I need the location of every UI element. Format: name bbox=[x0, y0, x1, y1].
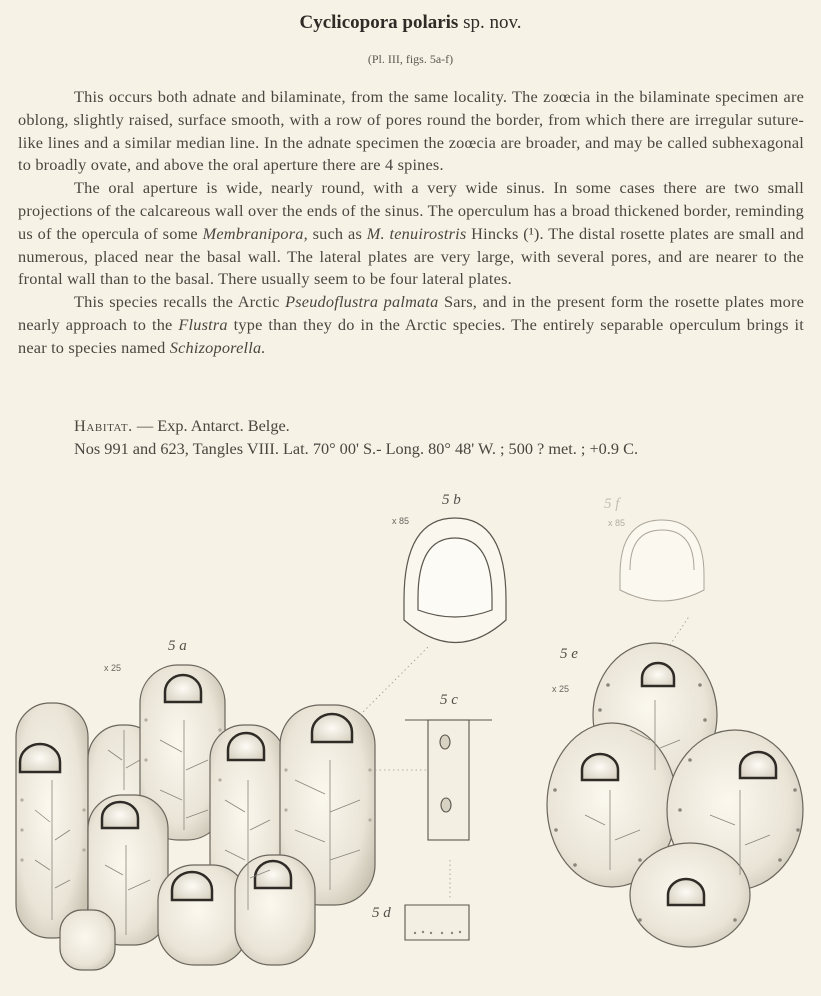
label-fig-5c: 5 c bbox=[440, 692, 458, 708]
habitat-text: — Exp. Antarct. Belge. bbox=[132, 416, 290, 435]
fig-5d-section bbox=[405, 905, 469, 940]
zooecium-9 bbox=[60, 910, 115, 970]
p3-genus-2: Schizoporella. bbox=[169, 337, 266, 357]
p3-species: Pseudoflustra palmata bbox=[285, 292, 439, 312]
p2-species: M. tenuirostris bbox=[366, 223, 467, 243]
habitat-label: Habitat. bbox=[74, 416, 133, 435]
label-fig-5d: 5 d bbox=[372, 905, 391, 921]
label-fig-5b: 5 b bbox=[442, 492, 461, 508]
p2-text-c: Hincks (¹). The distal rosette plates are small and numerous, placed near the basal wall. The lateral plates are very large, with several pores, and are nearer to the frontal wall than to the basal. There usually seem to be four lateral plates. bbox=[18, 223, 804, 289]
p3-text-b: Sars, and in the present form the rosette plates more nearly approach to the bbox=[18, 292, 804, 334]
paragraph-1: This occurs both adnate and bilaminate, from the same locality. The zoœcia in the bilaminate specimen are oblong, slightly raised, surface smooth, with a row of pores round the border, from which there are irregular suture-like lines and a similar median line. In the adnate specimen the zoœcia are broader, and may be called subhexagonal to broadly ovate, and above the oral aperture there are 4 spines. bbox=[18, 87, 804, 175]
fig-5a-drawing bbox=[16, 665, 375, 970]
p3-text-c: type than they do in the Arctic species. The entirely separable operculum brings it near to species named bbox=[18, 314, 805, 357]
plate-figures bbox=[0, 470, 821, 996]
p2-genus: Membranipora, bbox=[202, 223, 308, 243]
p2-text-b: such as bbox=[307, 223, 367, 243]
label-fig-5a: 5 a bbox=[168, 638, 187, 654]
magnification-5a: x 25 bbox=[104, 663, 122, 673]
locality-line: Nos 991 and 623, Tangles VIII. Lat. 70° 00' S.- Long. 80° 48' W. ; 500 ? met. ; +0.9 C. bbox=[74, 439, 639, 458]
magnification-5e: x 25 bbox=[552, 684, 570, 694]
fig-5c-section bbox=[405, 720, 492, 840]
p3-text-a: This species recalls the Arctic bbox=[74, 292, 286, 312]
fig-5f-operculum bbox=[620, 520, 704, 601]
species-name: Cyclicopora polaris bbox=[299, 12, 459, 33]
label-fig-5e: 5 e bbox=[560, 646, 578, 662]
description-text bbox=[18, 86, 804, 360]
label-fig-5f: 5 f bbox=[604, 496, 620, 512]
plate-reference: (Pl. III, figs. 5a-f) bbox=[367, 52, 454, 66]
paragraph-3 bbox=[18, 291, 804, 359]
magnification-5b: x 85 bbox=[392, 516, 410, 526]
magnification-5f: x 85 bbox=[608, 518, 626, 528]
p2-text-a: The oral aperture is wide, nearly round, with a very wide sinus. In some cases there are two small projections of the calcareous wall over the ends of the sinus. The operculum has a broad thickened border, reminding us of the opercula of some bbox=[18, 178, 804, 243]
p3-genus: Flustra bbox=[178, 314, 228, 334]
habitat-line bbox=[74, 415, 290, 438]
page-title bbox=[0, 12, 821, 34]
fig-5b-operculum bbox=[404, 518, 506, 643]
plate-illustration bbox=[0, 470, 821, 996]
paragraph-2 bbox=[18, 177, 804, 291]
species-suffix: sp. nov. bbox=[463, 12, 522, 33]
